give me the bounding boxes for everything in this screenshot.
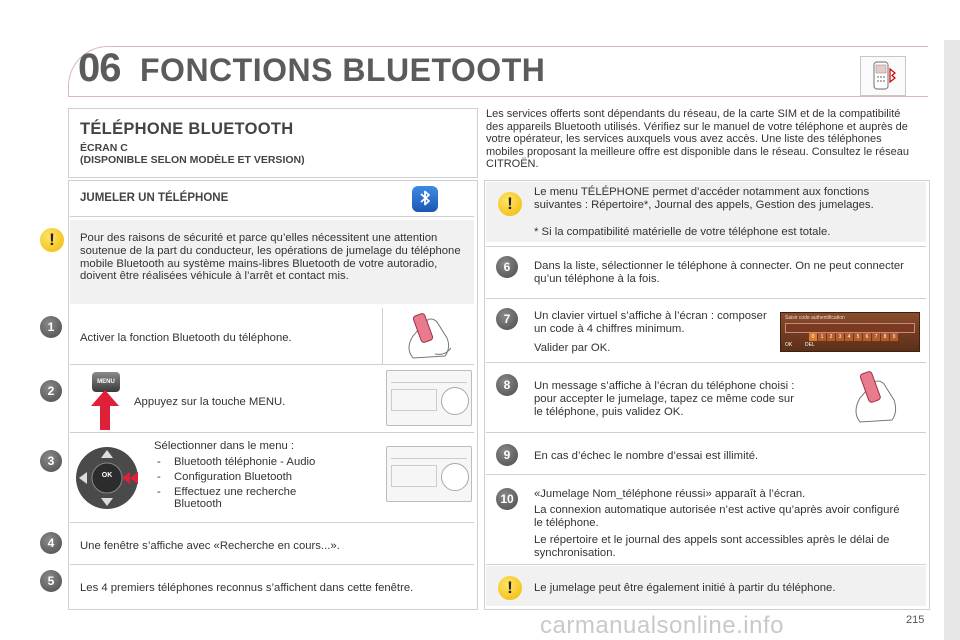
menu-option: - Bluetooth téléphonie - Audio — [154, 456, 344, 469]
step-badge-3: 3 — [40, 450, 62, 472]
divider — [70, 522, 474, 523]
radio-unit-illustration — [386, 446, 472, 502]
keypad-screen-title: Saisir code authentification — [785, 315, 845, 321]
digit-key: 5 — [854, 333, 862, 341]
radio-unit-illustration — [386, 370, 472, 426]
phone-hand-illustration — [382, 308, 475, 364]
step-6-text: Dans la liste, sélectionner le téléphone à connecter. On ne peut connecter qu’un téléphone à la fois. — [534, 260, 904, 285]
bluetooth-phone-icon — [860, 56, 906, 96]
pair-title: JUMELER UN TÉLÉPHONE — [80, 192, 229, 204]
section-title-panel — [68, 108, 478, 178]
divider — [70, 564, 474, 565]
digit-key: 6 — [863, 333, 871, 341]
chapter-number: 06 — [78, 46, 121, 90]
step-badge-8: 8 — [496, 374, 518, 396]
divider — [70, 432, 474, 433]
keypad-ok: OK — [785, 342, 793, 348]
menu-option: - Effectuez une recherche Bluetooth — [154, 486, 344, 512]
step-badge-5: 5 — [40, 570, 62, 592]
divider — [486, 362, 926, 363]
step-badge-9: 9 — [496, 444, 518, 466]
pairing-note-text: Le jumelage peut être également initié à partir du téléphone. — [534, 582, 836, 594]
page-edge-bar — [944, 40, 960, 640]
page-number: 215 — [906, 614, 925, 626]
step-badge-10: 10 — [496, 488, 518, 510]
header-divider — [68, 96, 928, 97]
digit-key: 9 — [890, 333, 898, 341]
divider — [486, 432, 926, 433]
section-subtitle-screen: ÉCRAN C — [80, 142, 128, 154]
step-1-text: Activer la fonction Bluetooth du téléphone. — [80, 332, 292, 344]
step-8-text: Un message s’affiche à l’écran du téléphone choisi : pour accepter le jumelage, tapez ce même code sur le téléphone, puis validez OK. — [534, 380, 795, 418]
step-badge-2: 2 — [40, 380, 62, 402]
ok-joystick-illustration — [70, 438, 144, 518]
safety-warning-text: Pour des raisons de sécurité et parce qu’elles nécessitent une attention soutenue de la part du conducteur, les opérations de jumelage du téléphone mobile Bluetooth au système mains-libres Bluetooth de votre autoradio, doivent être réalisées véhicule à l’arrêt et contact mis. — [80, 232, 461, 283]
intro-text: Les services offerts sont dépendants du réseau, de la carte SIM et de la compatibilité des appareils Bluetooth utilisés. Vérifiez sur le manuel de votre téléphone et auprès de votre opérateur, les services auxquels vous avez accès. Une liste des téléphones mobiles proposant la meilleure offre est disponible dans le réseau. Consultez le réseau CITROËN. — [486, 108, 909, 171]
menu-options-list — [154, 456, 344, 513]
digit-key: 2 — [827, 333, 835, 341]
step-7-text: Un clavier virtuel s’affiche à l’écran : composer un code à 4 chiffres minimum. — [534, 310, 767, 335]
step-10-text-3: Le répertoire et le journal des appels sont accessibles après le délai de synchronisation. — [534, 534, 890, 559]
divider — [486, 246, 926, 247]
step-7-validate: Valider par OK. — [534, 342, 611, 354]
step-10-text-2: La connexion automatique autorisée n’est active qu’après avoir configuré le téléphone. — [534, 504, 900, 529]
keypad-screen-illustration — [780, 312, 920, 352]
keypad-digits — [809, 333, 898, 341]
section-subtitle-version: (DISPONIBLE SELON MODÈLE ET VERSION) — [80, 154, 305, 166]
chapter-title: FONCTIONS BLUETOOTH — [140, 52, 546, 88]
divider — [70, 216, 474, 217]
watermark: carmanualsonline.info — [540, 612, 784, 639]
keypad-del: DEL — [805, 342, 815, 348]
step-badge-4: 4 — [40, 532, 62, 554]
step-badge-1: 1 — [40, 316, 62, 338]
step-3-intro: Sélectionner dans le menu : — [154, 440, 295, 452]
step-9-text: En cas d’échec le nombre d’essai est illimité. — [534, 450, 759, 462]
warning-icon: ! — [498, 192, 522, 216]
digit-key: 1 — [818, 333, 826, 341]
menu-button-illustration — [86, 372, 124, 428]
digit-key: 0 — [809, 333, 817, 341]
digit-key: 7 — [872, 333, 880, 341]
phone-hand-illustration — [830, 366, 926, 428]
step-badge-7: 7 — [496, 308, 518, 330]
digit-key: 3 — [836, 333, 844, 341]
step-10-text-1: «Jumelage Nom_téléphone réussi» apparaît à l’écran. — [534, 488, 806, 500]
warning-icon: ! — [498, 576, 522, 600]
menu-option: - Configuration Bluetooth — [154, 471, 344, 484]
menu-key: MENU — [92, 372, 120, 392]
divider — [486, 298, 926, 299]
divider — [486, 474, 926, 475]
ok-key-label: OK — [101, 472, 113, 479]
digit-key: 4 — [845, 333, 853, 341]
step-badge-6: 6 — [496, 256, 518, 278]
warning-icon: ! — [40, 228, 64, 252]
section-title: TÉLÉPHONE BLUETOOTH — [80, 120, 294, 138]
menu-warning-text: Le menu TÉLÉPHONE permet d’accéder notamment aux fonctions suivantes : Répertoire*, Journal des appels, Gestion des jumelages. — [534, 186, 874, 211]
divider — [70, 364, 474, 365]
step-5-text: Les 4 premiers téléphones reconnus s’affichent dans cette fenêtre. — [80, 582, 414, 594]
divider — [486, 564, 926, 565]
menu-warning-note: * Si la compatibilité matérielle de votre téléphone est totale. — [534, 226, 831, 238]
header-frame-top — [120, 46, 928, 47]
bluetooth-icon — [412, 186, 438, 212]
step-4-text: Une fenêtre s’affiche avec «Recherche en cours...». — [80, 540, 340, 552]
digit-key: 8 — [881, 333, 889, 341]
step-2-text: Appuyez sur la touche MENU. — [134, 396, 286, 408]
